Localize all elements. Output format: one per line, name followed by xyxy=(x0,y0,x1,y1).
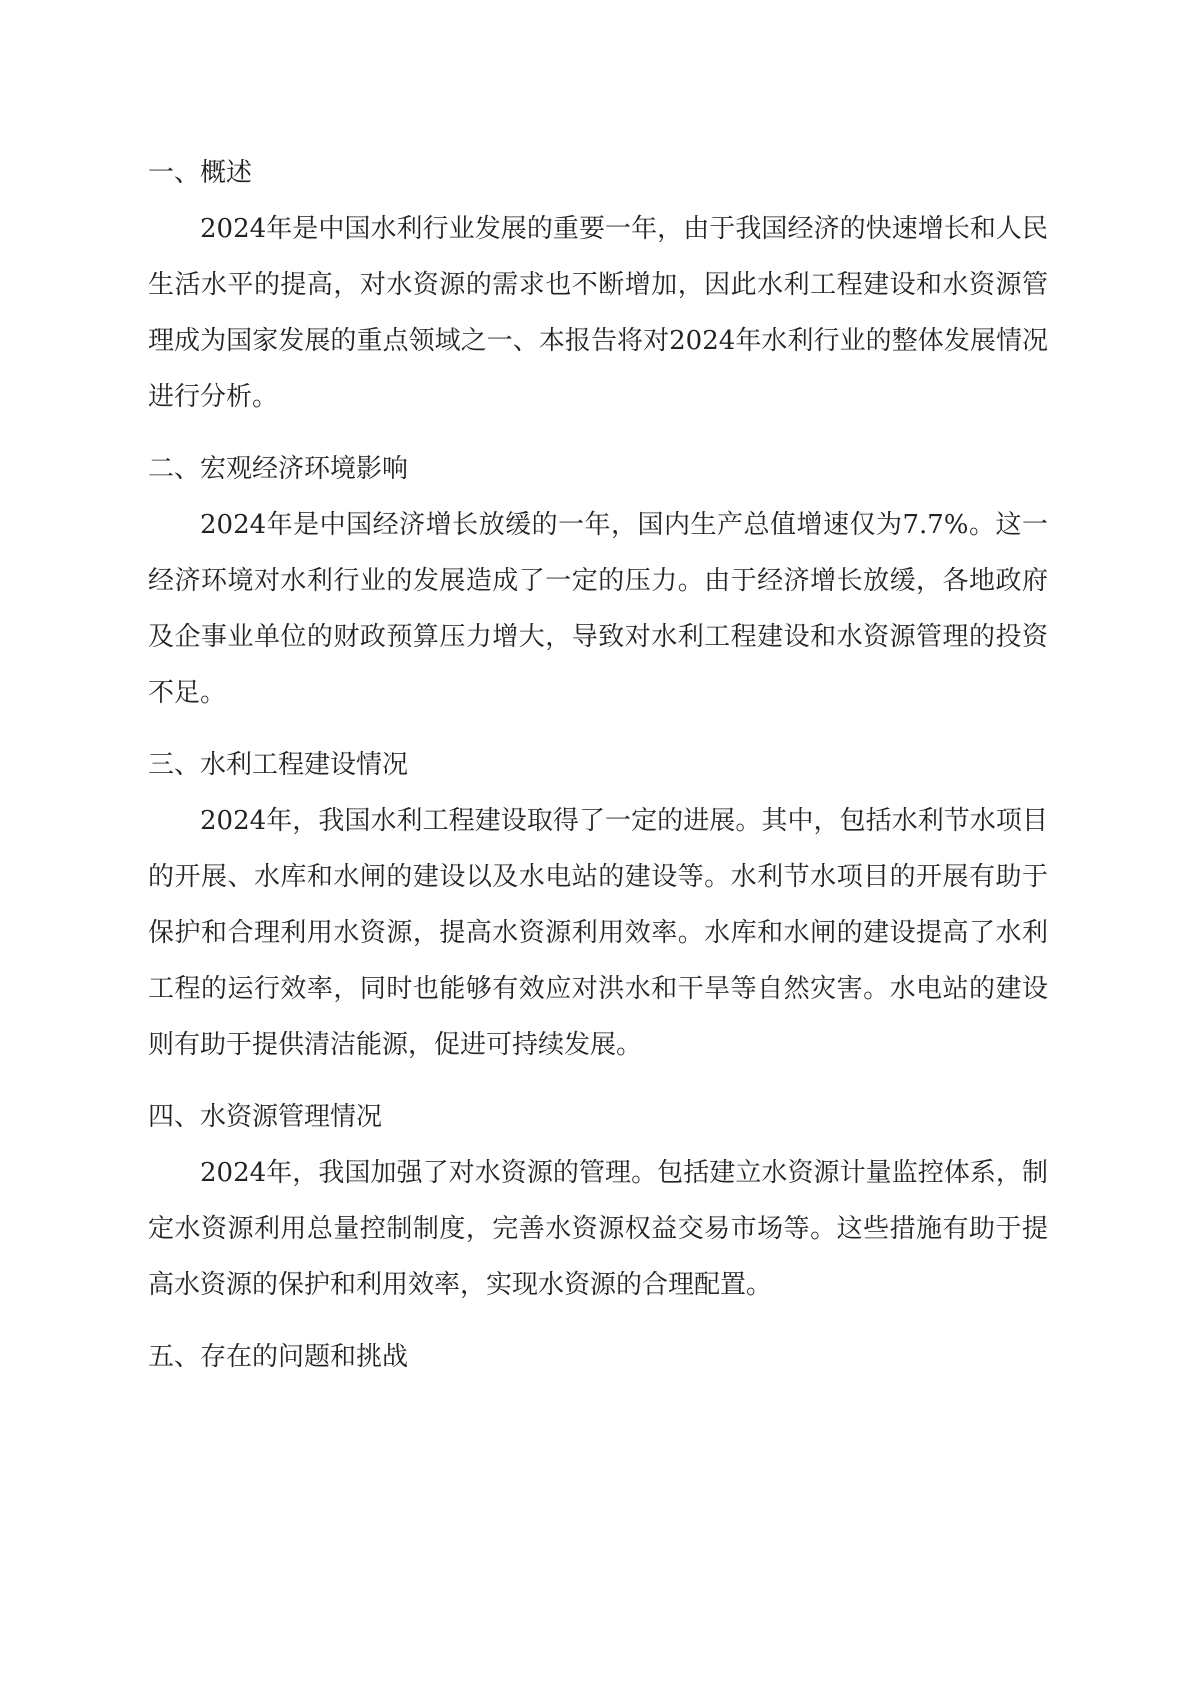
section-heading-macro-economy: 二、宏观经济环境影响 xyxy=(148,454,409,484)
section-paragraph-water-management: 2024年，我国加强了对水资源的管理。包括建立水资源计量监控体系，制定水资源利用总量控制制度，完善水资源权益交易市场等。这些措施有助于提高水资源的保护和利用效率，实现水资源的合理配置。 xyxy=(148,1158,1048,1300)
section-paragraph-overview: 2024年是中国水利行业发展的重要一年，由于我国经济的快速增长和人民生活水平的提高，对水资源的需求也不断增加，因此水利工程建设和水资源管理成为国家发展的重点领域之一、本报告将对2024年水利行业的整体发展情况进行分析。 xyxy=(148,214,1048,412)
section-paragraph-macro-economy: 2024年是中国经济增长放缓的一年，国内生产总值增速仅为7.7%。这一经济环境对水利行业的发展造成了一定的压力。由于经济增长放缓，各地政府及企事业单位的财政预算压力增大，导致对水利工程建设和水资源管理的投资不足。 xyxy=(148,510,1048,708)
section-heading-overview: 一、概述 xyxy=(148,158,253,188)
section-heading-problems: 五、存在的问题和挑战 xyxy=(148,1342,409,1372)
section-heading-construction: 三、水利工程建设情况 xyxy=(148,750,409,780)
section-heading-water-management: 四、水资源管理情况 xyxy=(148,1102,383,1132)
section-paragraph-construction: 2024年，我国水利工程建设取得了一定的进展。其中，包括水利节水项目的开展、水库和水闸的建设以及水电站的建设等。水利节水项目的开展有助于保护和合理利用水资源，提高水资源利用效率。水库和水闸的建设提高了水利工程的运行效率，同时也能够有效应对洪水和干旱等自然灾害。水电站的建设则有助于提供清洁能源，促进可持续发展。 xyxy=(148,806,1048,1060)
document-body xyxy=(148,145,1048,1385)
